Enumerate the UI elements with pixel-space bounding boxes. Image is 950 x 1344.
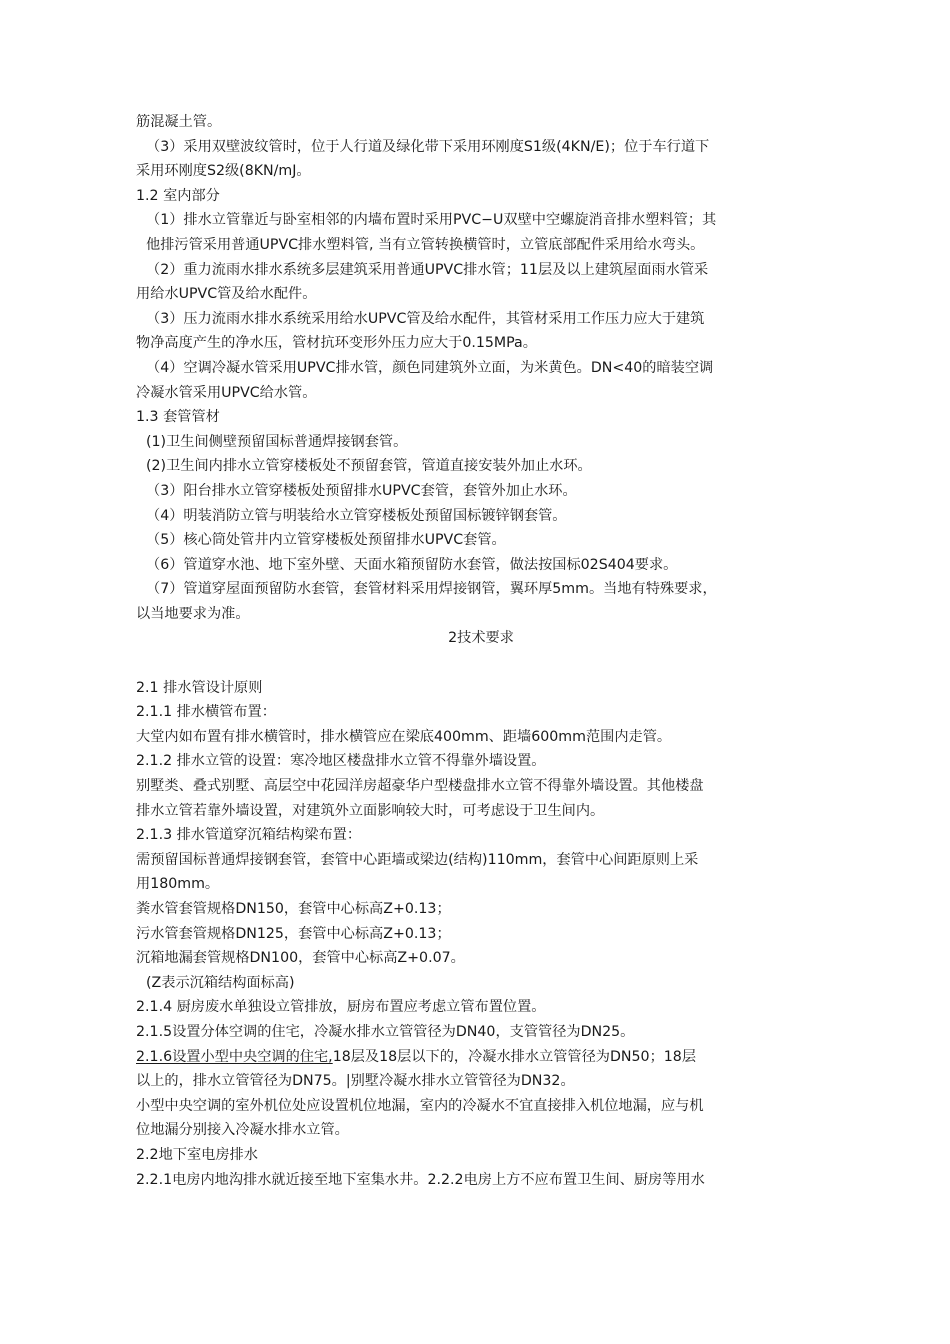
chapter-title: 2技术要求: [448, 630, 514, 647]
text-line: （5）核心筒处管井内立管穿楼板处预留排水UPVC套管。: [146, 532, 506, 549]
subsection-heading: 2.1.5设置分体空调的住宅，冷凝水排水立管管径为DN40，支管管径为DN25。: [136, 1023, 635, 1040]
section-heading: 2.1 排水管设计原则: [136, 679, 263, 696]
subsection-heading: 2.1.3 排水管道穿沉箱结构梁布置：: [136, 827, 362, 844]
text-line: (2)卫生间内排水立管穿楼板处不预留套管，管道直接安装外加止水环。: [146, 458, 592, 475]
text-line: （1）排水立管靠近与卧室相邻的内墙布置时采用PVC−U双壁中空螺旋消音排水塑料管；其: [146, 212, 717, 229]
text-line: 用180mm。: [136, 876, 220, 893]
section-heading: 1.3 套管管材: [136, 409, 220, 426]
document-body: [136, 110, 826, 1192]
text-line: 他排污管采用普通UPVC排水塑料管, 当有立管转换横管时，立管底部配件采用给水弯头。: [146, 236, 705, 253]
text-line: 别墅类、叠式别墅、高层空中花园洋房超豪华户型楼盘排水立管不得靠外墙设置。其他楼盘: [136, 778, 704, 795]
text-line: 沉箱地漏套管规格DN100，套管中心标高Z+0.07。: [136, 950, 465, 967]
text-line: 排水立管若靠外墙设置，对建筑外立面影响较大时，可考虑设于卫生间内。: [136, 802, 605, 819]
text-line: 以当地要求为准。: [136, 605, 250, 622]
text-line: （2）重力流雨水排水系统多层建筑采用普通UPVC排水管；11层及以上建筑屋面雨水管采: [146, 261, 709, 278]
blank-line: [136, 651, 826, 676]
text-line: （3）压力流雨水排水系统采用给水UPVC管及给水配件，其管材采用工作压力应大于建筑: [146, 310, 705, 327]
text-line: 冷凝水管采用UPVC给水管。: [136, 384, 317, 401]
text-line: 2.2.1电房内地沟排水就近接至地下室集水井。2.2.2电房上方不应布置卫生间、厨房等用水: [136, 1171, 705, 1188]
section-heading: 2.2地下室电房排水: [136, 1146, 258, 1163]
text-line: 需预留国标普通焊接钢套管，套管中心距墙或梁边(结构)110mm，套管中心间距原则上采: [136, 851, 699, 868]
text-span: 18层及18层以下的，冷凝水排水立管管径为DN50；18层: [332, 1048, 697, 1065]
text-line: 物净高度产生的净水压，管材抗环变形外压力应大于0.15MPa。: [136, 335, 537, 352]
text-line: 位地漏分别接入冷凝水排水立管。: [136, 1122, 349, 1139]
text-line: 污水管套管规格DN125，套管中心标高Z+0.13；: [136, 925, 451, 942]
text-line: （4）空调冷凝水管采用UPVC排水管，颜色同建筑外立面，为米黄色。DN<40的暗装空调: [146, 359, 714, 376]
text-line: 筋混凝土管。: [136, 114, 222, 130]
text-line: 以上的，排水立管管径为DN75。|别墅冷凝水排水立管管径为DN32。: [136, 1073, 575, 1090]
text-line: 小型中央空调的室外机位处应设置机位地漏，室内的冷凝水不宜直接排入机位地漏，应与机: [136, 1097, 704, 1114]
text-line: [136, 1045, 826, 1070]
text-line: 粪水管套管规格DN150，套管中心标高Z+0.13；: [136, 901, 451, 917]
text-line: (1)卫生间侧壁预留国标普通焊接钢套管。: [146, 433, 408, 450]
text-line: （3）采用双壁波纹管时，位于人行道及绿化带下采用环刚度S1级(4KN/E)；位于车行道下: [146, 138, 710, 155]
text-line: (Z表示沉箱结构面标高): [146, 974, 295, 991]
text-line: （6）管道穿水池、地下室外壁、天面水箱预留防水套管，做法按国标02S404要求。: [146, 556, 678, 573]
text-line: 用给水UPVC管及给水配件。: [136, 286, 317, 303]
text-line: 采用环刚度S2级(8KN/mJ。: [136, 163, 311, 180]
subsection-heading: 2.1.2 排水立管的设置：寒冷地区楼盘排水立管不得靠外墙设置。: [136, 753, 546, 770]
text-line: 大堂内如布置有排水横管时，排水横管应在梁底400mm、距墙600mm范围内走管。: [136, 728, 672, 745]
underlined-text: 2.1.6设置小型中央空调的住宅,: [136, 1048, 333, 1065]
subsection-heading: 2.1.4 厨房废水单独设立管排放，厨房布置应考虑立管布置位置。: [136, 999, 546, 1016]
text-line: （4）明装消防立管与明装给水立管穿楼板处预留国标镀锌钢套管。: [146, 507, 567, 524]
subsection-heading: 2.1.1 排水横管布置：: [136, 704, 276, 721]
text-line: （3）阳台排水立管穿楼板处预留排水UPVC套管，套管外加止水环。: [146, 482, 577, 499]
section-heading: 1.2 室内部分: [136, 187, 220, 204]
text-line: （7）管道穿屋面预留防水套管，套管材料采用焊接钢管，翼环厚5mm。当地有特殊要求，: [146, 581, 717, 598]
